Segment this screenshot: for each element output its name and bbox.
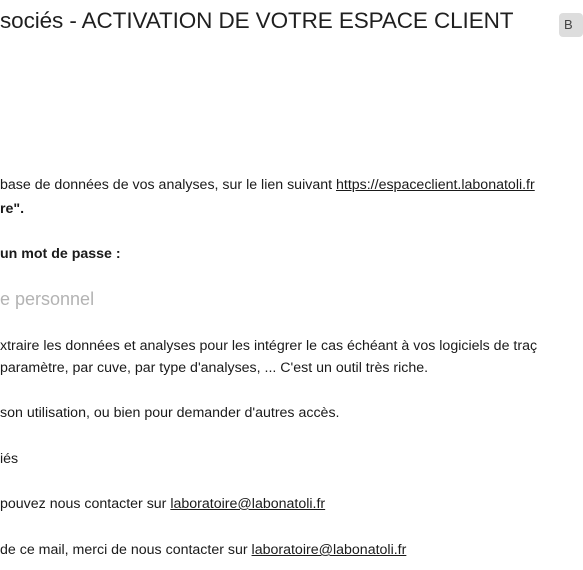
label-badge[interactable]: B xyxy=(559,13,583,37)
body-line-10 xyxy=(0,542,406,558)
espace-client-link[interactable]: https://espaceclient.labonatoli.fr xyxy=(335,177,535,193)
body-line-5: xtraire les données et analyses pour les intégrer le cas échéant à vos logiciels de traç xyxy=(0,338,538,354)
body-line-3: un mot de passe : xyxy=(0,246,121,262)
body-line-2: re". xyxy=(0,201,25,217)
email-subject: sociés - ACTIVATION DE VOTRE ESPACE CLIENT xyxy=(0,8,514,33)
contact-email-link-2[interactable]: laboratoire@labonatoli.fr xyxy=(251,542,407,558)
body-line-9-text: pouvez nous contacter sur xyxy=(0,496,171,512)
body-line-7: son utilisation, ou bien pour demander d'autres accès. xyxy=(0,405,340,421)
body-line-1-text: base de données de vos analyses, sur le lien suivant xyxy=(0,177,336,193)
body-line-10-text: de ce mail, merci de nous contacter sur xyxy=(0,542,252,558)
body-line-4: e personnel xyxy=(0,289,95,309)
body-line-1 xyxy=(0,177,535,193)
body-line-9 xyxy=(0,496,325,512)
body-line-8: iés xyxy=(0,451,19,467)
body-line-6: paramètre, par cuve, par type d'analyses, ... C'est un outil très riche. xyxy=(0,360,429,376)
contact-email-link[interactable]: laboratoire@labonatoli.fr xyxy=(170,496,326,512)
